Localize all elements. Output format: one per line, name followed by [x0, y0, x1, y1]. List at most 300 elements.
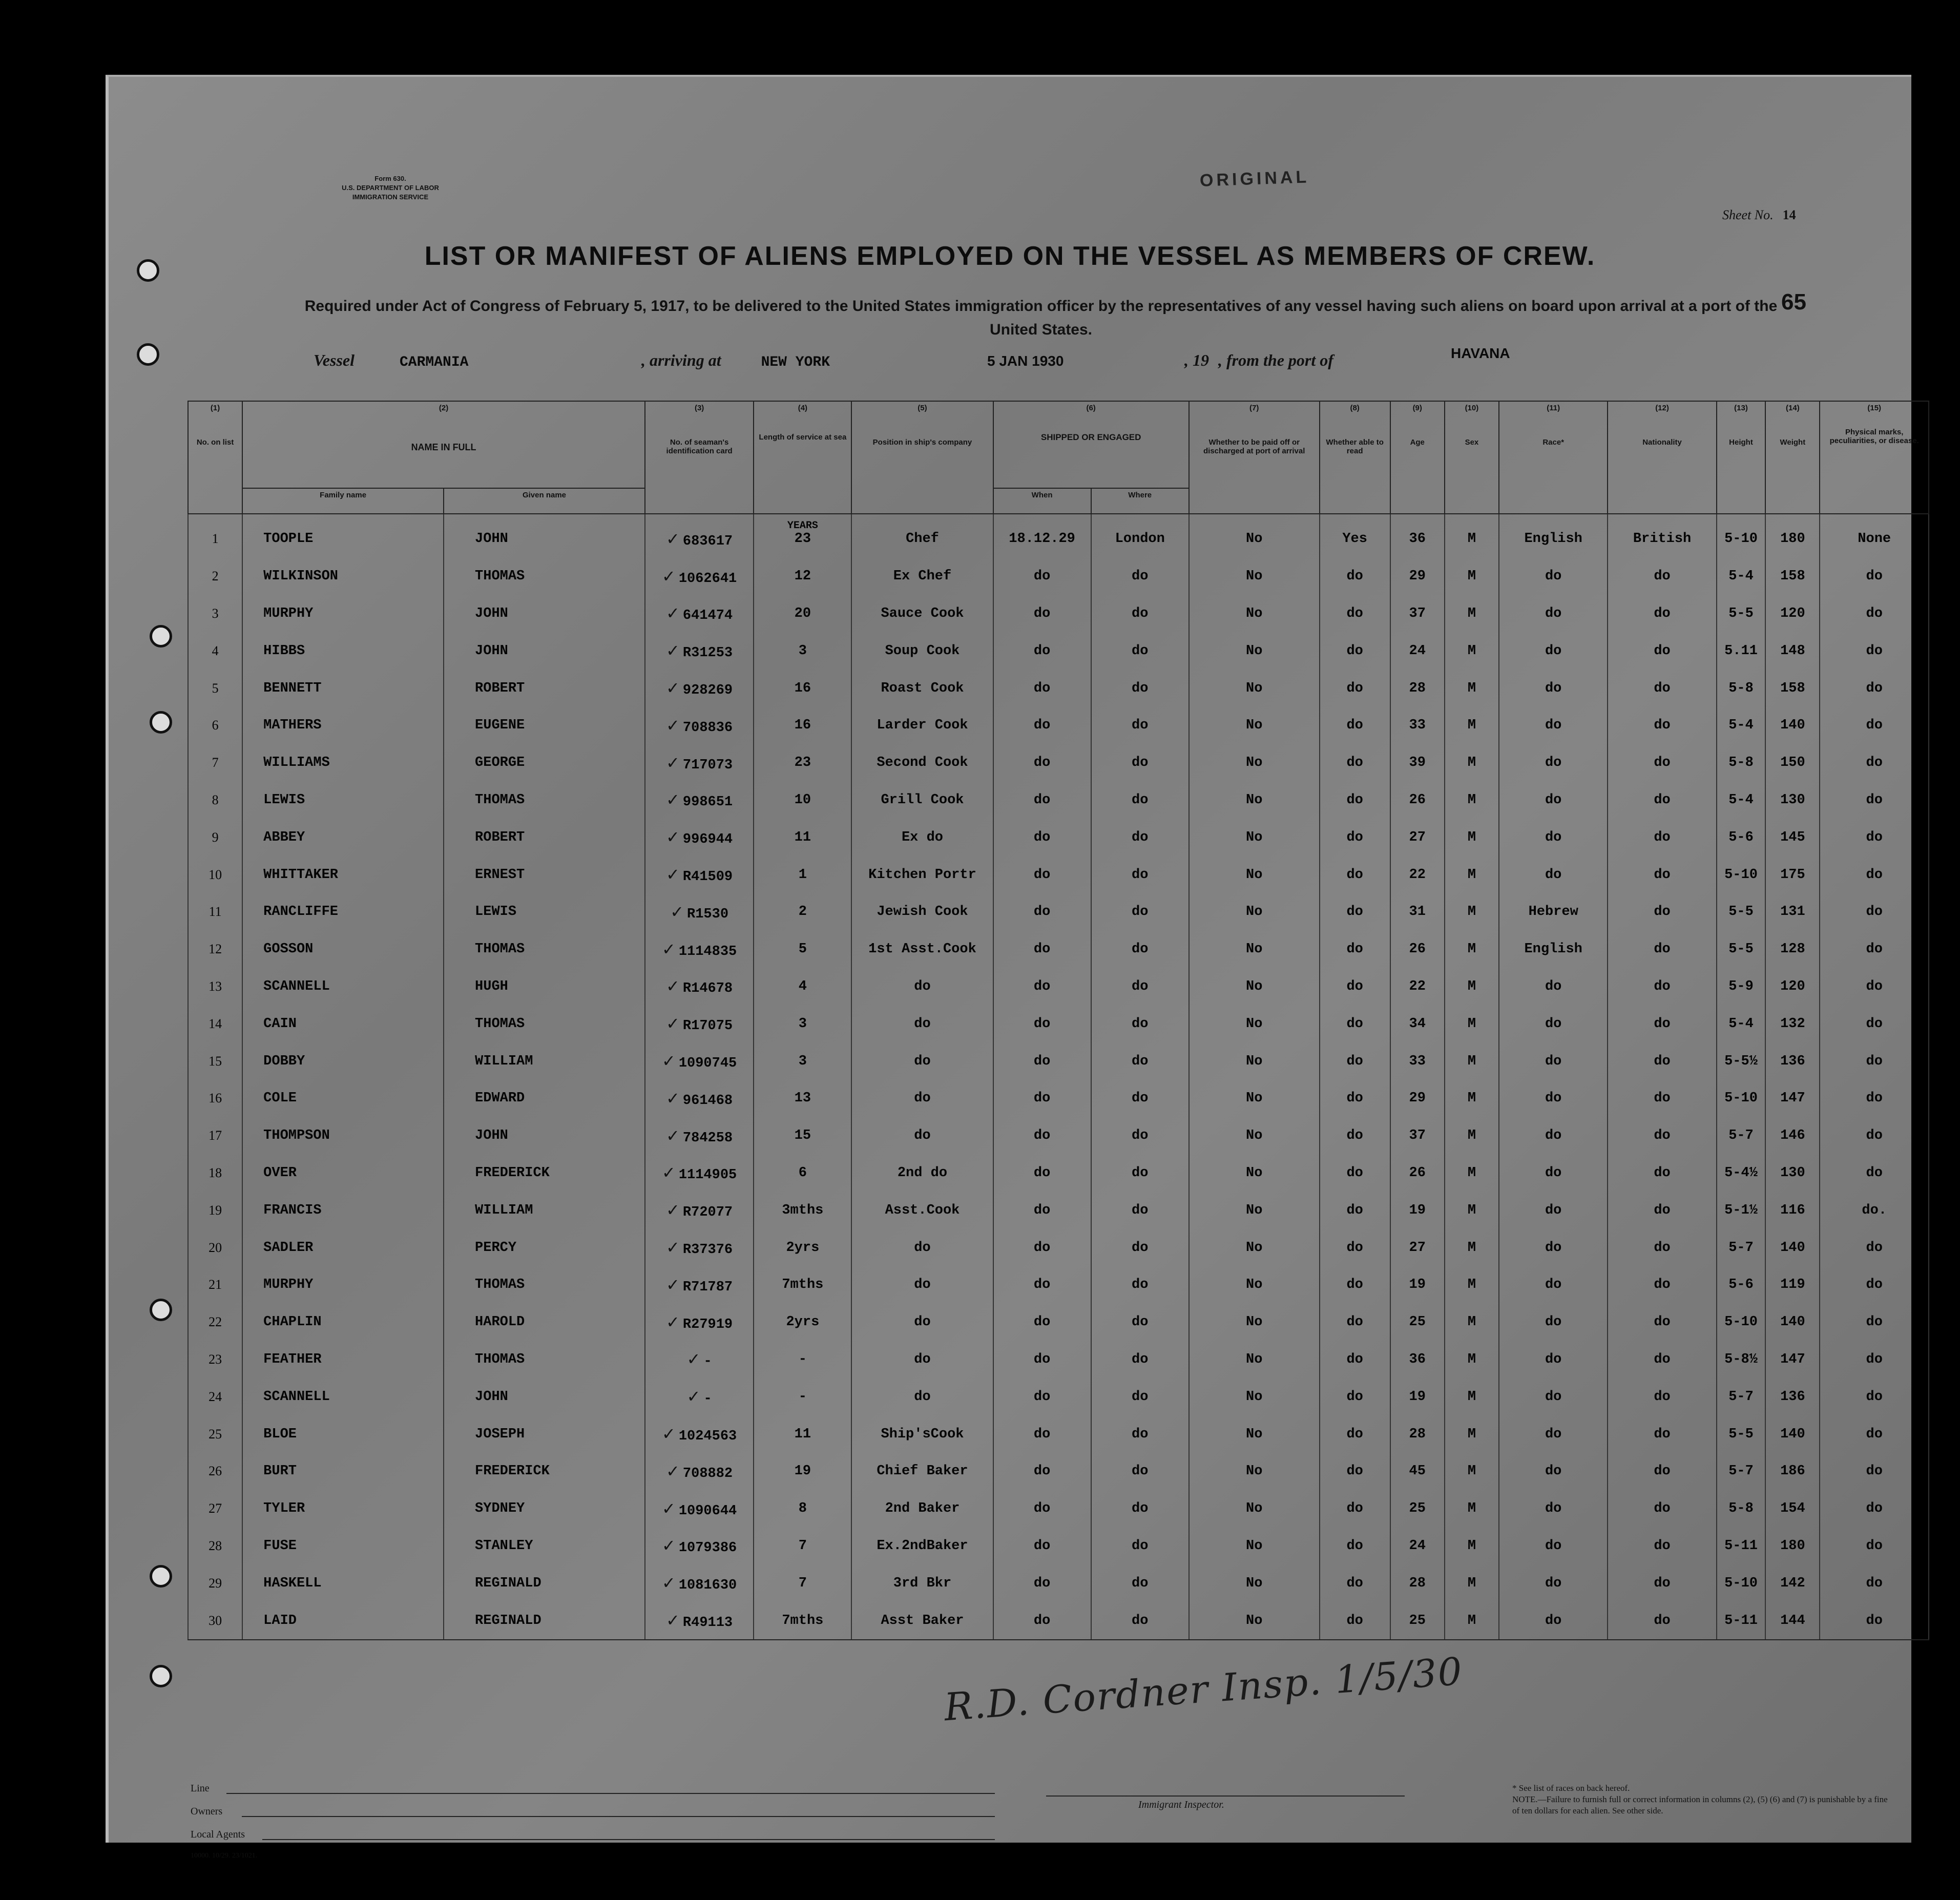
vessel-value: CARMANIA [400, 354, 469, 370]
row-number-cell [188, 558, 242, 595]
sex-cell [1445, 1117, 1499, 1155]
height-cell [1717, 1266, 1766, 1304]
weight-cell [1765, 670, 1820, 707]
position: do [914, 1128, 931, 1144]
table-row [188, 670, 1929, 707]
family-name: HIBBS [263, 643, 305, 659]
nationality: do [1654, 1277, 1671, 1293]
paid-off: No [1246, 1464, 1263, 1479]
family-name: MATHERS [263, 718, 322, 734]
physical-marks: do [1866, 1464, 1883, 1479]
row-number: 12 [208, 942, 222, 957]
shipped-where-cell [1091, 1080, 1189, 1117]
given-name-cell [444, 1266, 645, 1304]
table-row [188, 1005, 1929, 1042]
shipped-when-cell [993, 558, 1091, 595]
column-header: (6) SHIPPED OR ENGAGED [993, 401, 1189, 488]
table-row [188, 1304, 1929, 1341]
given-name-cell [444, 1229, 645, 1266]
sex: M [1467, 1165, 1476, 1181]
race-cell [1499, 1341, 1608, 1379]
service-length: - [798, 1351, 807, 1367]
id-card: 708882 [682, 1466, 733, 1481]
given-name: THOMAS [475, 942, 525, 957]
family-name: BENNETT [263, 680, 322, 696]
id-card-cell [645, 1117, 754, 1155]
shipped-when-cell [993, 1229, 1091, 1266]
race-cell [1499, 819, 1608, 856]
shipped-where-cell [1091, 1117, 1189, 1155]
table-row [188, 558, 1929, 595]
check-mark-icon: ✓ [666, 1461, 680, 1481]
service-length-cell [754, 931, 851, 968]
family-name: SCANNELL [263, 978, 330, 994]
check-mark-icon: ✓ [666, 715, 680, 735]
given-name-cell [444, 1080, 645, 1117]
sex-cell [1445, 931, 1499, 968]
sex-cell [1445, 1453, 1499, 1490]
service-length: 7mths [782, 1277, 824, 1293]
age-cell [1390, 1453, 1445, 1490]
paid-off-cell [1189, 1192, 1320, 1229]
shipped-where-cell [1091, 1304, 1189, 1341]
race-cell [1499, 1005, 1608, 1042]
column-header: (3) No. of seaman's identification card [645, 401, 754, 514]
position: Larder Cook [877, 718, 968, 734]
given-name: HAROLD [475, 1314, 525, 1330]
position: do [914, 1389, 931, 1405]
vessel-label: Vessel [314, 351, 355, 369]
race-cell [1499, 595, 1608, 633]
footer-line-label: Line [191, 1783, 210, 1794]
sex: M [1467, 755, 1476, 771]
table-row [188, 1415, 1929, 1453]
family-name: GOSSON [263, 942, 314, 957]
service-length-cell [754, 1304, 851, 1341]
age: 36 [1409, 1351, 1426, 1367]
check-mark-icon: ✓ [662, 1573, 676, 1593]
paid-off: No [1246, 1053, 1263, 1069]
family-name-cell [242, 931, 444, 968]
shipped-when-cell [993, 931, 1091, 968]
table-row [188, 1117, 1929, 1155]
nationality: do [1654, 1165, 1671, 1181]
row-number-cell [188, 1080, 242, 1117]
age-cell [1390, 744, 1445, 782]
family-name: BURT [263, 1464, 297, 1479]
check-mark-icon: ✓ [666, 1014, 680, 1034]
service-length: 12 [794, 569, 811, 584]
position: 2nd Baker [885, 1501, 960, 1517]
sex-cell [1445, 782, 1499, 819]
position: Sauce Cook [881, 606, 964, 621]
sex: M [1467, 1613, 1476, 1628]
column-header: (5) Position in ship's company [851, 401, 993, 514]
given-name: PERCY [475, 1240, 517, 1256]
family-name-cell [242, 1415, 444, 1453]
service-length: 1 [798, 867, 807, 883]
sex-cell [1445, 968, 1499, 1006]
race: English [1524, 942, 1582, 957]
position: Chief Baker [877, 1464, 968, 1479]
paid-off-cell [1189, 1304, 1320, 1341]
column-header: (10) Sex [1445, 401, 1499, 514]
check-mark-icon: ✓ [666, 1238, 680, 1258]
race-cell [1499, 1266, 1608, 1304]
weight: 120 [1780, 978, 1805, 994]
height-cell [1717, 1080, 1766, 1117]
id-card-cell [645, 931, 754, 968]
nationality-cell [1608, 856, 1716, 893]
given-name-cell [444, 819, 645, 856]
height: 5-7 [1728, 1240, 1754, 1256]
race-cell [1499, 1304, 1608, 1341]
id-card-cell [645, 1378, 754, 1415]
height: 5-5 [1728, 606, 1754, 621]
id-card-cell [645, 1005, 754, 1042]
position: Kitchen Portr [868, 867, 976, 883]
row-number-cell [188, 1117, 242, 1155]
table-row [188, 1080, 1929, 1117]
physical-marks-cell [1820, 1341, 1929, 1379]
family-name: TYLER [263, 1501, 305, 1517]
nationality: do [1654, 755, 1671, 771]
height-cell [1717, 1155, 1766, 1192]
id-card-cell [645, 514, 754, 558]
service-length: 3mths [782, 1202, 824, 1218]
race-cell [1499, 782, 1608, 819]
column-header: (4) Length of service at sea [754, 401, 851, 514]
id-card: 1062641 [678, 571, 737, 587]
from-port [1451, 343, 1510, 362]
paid-off: No [1246, 606, 1263, 621]
able-to-read: do [1346, 1389, 1363, 1405]
physical-marks: do [1866, 978, 1883, 994]
race: do [1545, 1613, 1562, 1628]
physical-marks: do [1866, 755, 1883, 771]
paid-off: No [1246, 792, 1263, 808]
family-name-cell [242, 558, 444, 595]
race: do [1545, 1240, 1562, 1256]
id-card: - [703, 1354, 712, 1370]
row-number: 9 [212, 829, 219, 845]
family-name-cell [242, 819, 444, 856]
row-number: 22 [208, 1314, 222, 1330]
family-name-cell [242, 1490, 444, 1528]
table-row [188, 1378, 1929, 1415]
family-name: OVER [263, 1165, 297, 1181]
family-name-cell [242, 782, 444, 819]
sex: M [1467, 1501, 1476, 1517]
height-cell [1717, 1453, 1766, 1490]
row-number: 16 [208, 1091, 222, 1106]
able-to-read-cell [1320, 1042, 1390, 1080]
nationality-cell [1608, 819, 1716, 856]
id-card: 1090745 [678, 1056, 737, 1072]
paid-off-cell [1189, 1005, 1320, 1042]
shipped-where-cell [1091, 1564, 1189, 1602]
id-card-cell [645, 1453, 754, 1490]
service-length: 11 [794, 1426, 811, 1442]
shipped-when: do [1033, 1240, 1051, 1256]
table-row [188, 1042, 1929, 1080]
sex: M [1467, 792, 1476, 808]
position-cell [851, 632, 993, 670]
height: 5-4 [1728, 718, 1754, 734]
able-to-read: do [1346, 1538, 1363, 1554]
sex-cell [1445, 1155, 1499, 1192]
family-name-cell [242, 1117, 444, 1155]
shipped-where: do [1132, 1464, 1149, 1479]
position: Chef [906, 531, 939, 547]
shipped-where-cell [1091, 782, 1189, 819]
sex: M [1467, 1575, 1476, 1591]
shipped-when-cell [993, 782, 1091, 819]
position: Grill Cook [881, 792, 964, 808]
physical-marks-cell [1820, 670, 1929, 707]
able-to-read: do [1346, 1202, 1363, 1218]
age-cell [1390, 1080, 1445, 1117]
service-length: 6 [798, 1165, 807, 1181]
shipped-when: do [1033, 569, 1051, 584]
weight-cell [1765, 595, 1820, 633]
id-card: 717073 [682, 757, 733, 773]
arrival-date [987, 351, 1064, 370]
age: 24 [1409, 643, 1426, 659]
position: do [914, 1091, 931, 1106]
given-name: STANLEY [475, 1538, 533, 1554]
service-length: 7 [798, 1538, 807, 1554]
table-row [188, 1490, 1929, 1528]
shipped-when: do [1033, 1053, 1051, 1069]
row-number-cell [188, 707, 242, 744]
arriving-field [641, 351, 830, 370]
row-number: 7 [212, 755, 219, 770]
nationality-cell [1608, 632, 1716, 670]
shipped-when: do [1033, 1389, 1051, 1405]
id-card: 683617 [682, 533, 733, 549]
nationality-cell [1608, 1415, 1716, 1453]
race-cell [1499, 1453, 1608, 1490]
id-card: 928269 [682, 683, 733, 699]
paid-off: No [1246, 904, 1263, 920]
family-name: COLE [263, 1091, 297, 1106]
paid-off: No [1246, 978, 1263, 994]
service-length-cell [754, 744, 851, 782]
service-length-cell [754, 1453, 851, 1490]
family-name: LAID [263, 1613, 297, 1628]
race-cell [1499, 968, 1608, 1006]
able-to-read-cell [1320, 1564, 1390, 1602]
table-row [188, 1564, 1929, 1602]
nationality-cell [1608, 1005, 1716, 1042]
service-length-cell [754, 782, 851, 819]
shipped-when-cell [993, 1415, 1091, 1453]
shipped-when-cell [993, 1602, 1091, 1640]
shipped-where-cell [1091, 1378, 1189, 1415]
shipped-when-cell [993, 1341, 1091, 1379]
able-to-read: do [1346, 1053, 1363, 1069]
age-cell [1390, 856, 1445, 893]
physical-marks-cell [1820, 595, 1929, 633]
able-to-read-cell [1320, 632, 1390, 670]
height-cell [1717, 1229, 1766, 1266]
position: Ex.2ndBaker [877, 1538, 968, 1554]
age-cell [1390, 1378, 1445, 1415]
shipped-when-cell [993, 893, 1091, 931]
weight: 150 [1780, 755, 1805, 771]
position-cell [851, 1528, 993, 1565]
sex-cell [1445, 1266, 1499, 1304]
family-name-cell [242, 744, 444, 782]
able-to-read-cell [1320, 1266, 1390, 1304]
sex-cell [1445, 670, 1499, 707]
weight: 144 [1780, 1613, 1805, 1628]
sex: M [1467, 1538, 1476, 1554]
table-row [188, 856, 1929, 893]
shipped-where: do [1132, 1501, 1149, 1517]
physical-marks: do [1866, 643, 1883, 659]
family-name-cell [242, 1453, 444, 1490]
position-cell [851, 931, 993, 968]
given-name-cell [444, 558, 645, 595]
column-header: (15) Physical marks, peculiarities, or disease. [1820, 401, 1929, 514]
shipped-when: do [1033, 1016, 1051, 1032]
id-card: R31253 [682, 645, 733, 661]
sex-cell [1445, 558, 1499, 595]
race: do [1545, 1165, 1562, 1181]
id-card-cell [645, 1602, 754, 1640]
row-number: 14 [208, 1016, 222, 1031]
shipped-when-cell [993, 1378, 1091, 1415]
shipped-when: do [1033, 680, 1051, 696]
service-length: 16 [794, 680, 811, 696]
row-number: 1 [212, 531, 219, 547]
able-to-read-cell [1320, 744, 1390, 782]
paid-off: No [1246, 531, 1263, 547]
given-name-cell [444, 893, 645, 931]
able-to-read: do [1346, 680, 1363, 696]
row-number-cell [188, 893, 242, 931]
nationality: do [1654, 904, 1671, 920]
nationality: British [1633, 531, 1692, 547]
given-name: EDWARD [475, 1091, 525, 1106]
shipped-where: do [1132, 829, 1149, 845]
race: do [1545, 1053, 1562, 1069]
service-length-cell [754, 1528, 851, 1565]
sex: M [1467, 867, 1476, 883]
nationality-cell [1608, 514, 1716, 558]
row-number: 8 [212, 792, 219, 807]
shipped-where: do [1132, 1351, 1149, 1367]
given-name-cell [444, 1528, 645, 1565]
service-length-cell [754, 1602, 851, 1640]
nationality-cell [1608, 1378, 1716, 1415]
column-header: (13) Height [1717, 401, 1766, 514]
weight-cell [1765, 1192, 1820, 1229]
age-cell [1390, 1341, 1445, 1379]
paid-off: No [1246, 1501, 1263, 1517]
shipped-when-cell [993, 1528, 1091, 1565]
row-number-cell [188, 744, 242, 782]
physical-marks: do [1866, 1575, 1883, 1591]
paid-off: No [1246, 1128, 1263, 1144]
table-row [188, 819, 1929, 856]
position-cell [851, 1042, 993, 1080]
paid-off: No [1246, 1277, 1263, 1293]
nationality: do [1654, 1314, 1671, 1330]
service-length: 7mths [782, 1613, 824, 1628]
able-to-read-cell [1320, 1490, 1390, 1528]
service-length-cell [754, 1155, 851, 1192]
check-mark-icon: ✓ [666, 753, 680, 772]
family-name: WHITTAKER [263, 867, 338, 883]
age: 36 [1409, 531, 1426, 547]
position-cell [851, 1415, 993, 1453]
id-card: 1024563 [678, 1429, 737, 1445]
weight-cell [1765, 514, 1820, 558]
shipped-where-cell [1091, 1528, 1189, 1565]
sheet-number-value: 14 [1782, 207, 1796, 222]
sex-cell [1445, 744, 1499, 782]
family-name: TOOPLE [263, 531, 314, 547]
able-to-read-cell [1320, 856, 1390, 893]
able-to-read-cell [1320, 1117, 1390, 1155]
id-card-cell [645, 558, 754, 595]
physical-marks: do [1866, 1240, 1883, 1256]
height-cell [1717, 744, 1766, 782]
age: 25 [1409, 1501, 1426, 1517]
age: 45 [1409, 1464, 1426, 1479]
race-cell [1499, 1080, 1608, 1117]
row-number-cell [188, 1155, 242, 1192]
department-header [308, 174, 472, 202]
position: do [914, 1016, 931, 1032]
service-length: 16 [794, 718, 811, 734]
shipped-when-cell [993, 1453, 1091, 1490]
weight: 180 [1780, 531, 1805, 547]
row-number-cell [188, 1192, 242, 1229]
height: 5-5 [1728, 1426, 1754, 1442]
shipped-where-cell [1091, 819, 1189, 856]
paid-off: No [1246, 829, 1263, 845]
given-name-cell [444, 782, 645, 819]
id-card: 1114905 [678, 1167, 737, 1183]
service-length: 13 [794, 1091, 811, 1106]
physical-marks: do. [1862, 1202, 1887, 1218]
able-to-read-cell [1320, 1080, 1390, 1117]
row-number: 6 [212, 718, 219, 733]
paid-off: No [1246, 1314, 1263, 1330]
position-cell [851, 595, 993, 633]
race-cell [1499, 1117, 1608, 1155]
shipped-where: do [1132, 606, 1149, 621]
nationality: do [1654, 569, 1671, 584]
nationality: do [1654, 792, 1671, 808]
table-row [188, 595, 1929, 633]
position: Asst.Cook [885, 1202, 960, 1218]
given-name-cell [444, 595, 645, 633]
physical-marks-cell [1820, 1564, 1929, 1602]
service-length-cell [754, 1564, 851, 1602]
row-number: 5 [212, 680, 219, 696]
weight: 140 [1780, 1314, 1805, 1330]
shipped-where: do [1132, 569, 1149, 584]
age: 37 [1409, 606, 1426, 621]
sex: M [1467, 643, 1476, 659]
check-mark-icon: ✓ [662, 566, 676, 586]
row-number-cell [188, 1602, 242, 1640]
